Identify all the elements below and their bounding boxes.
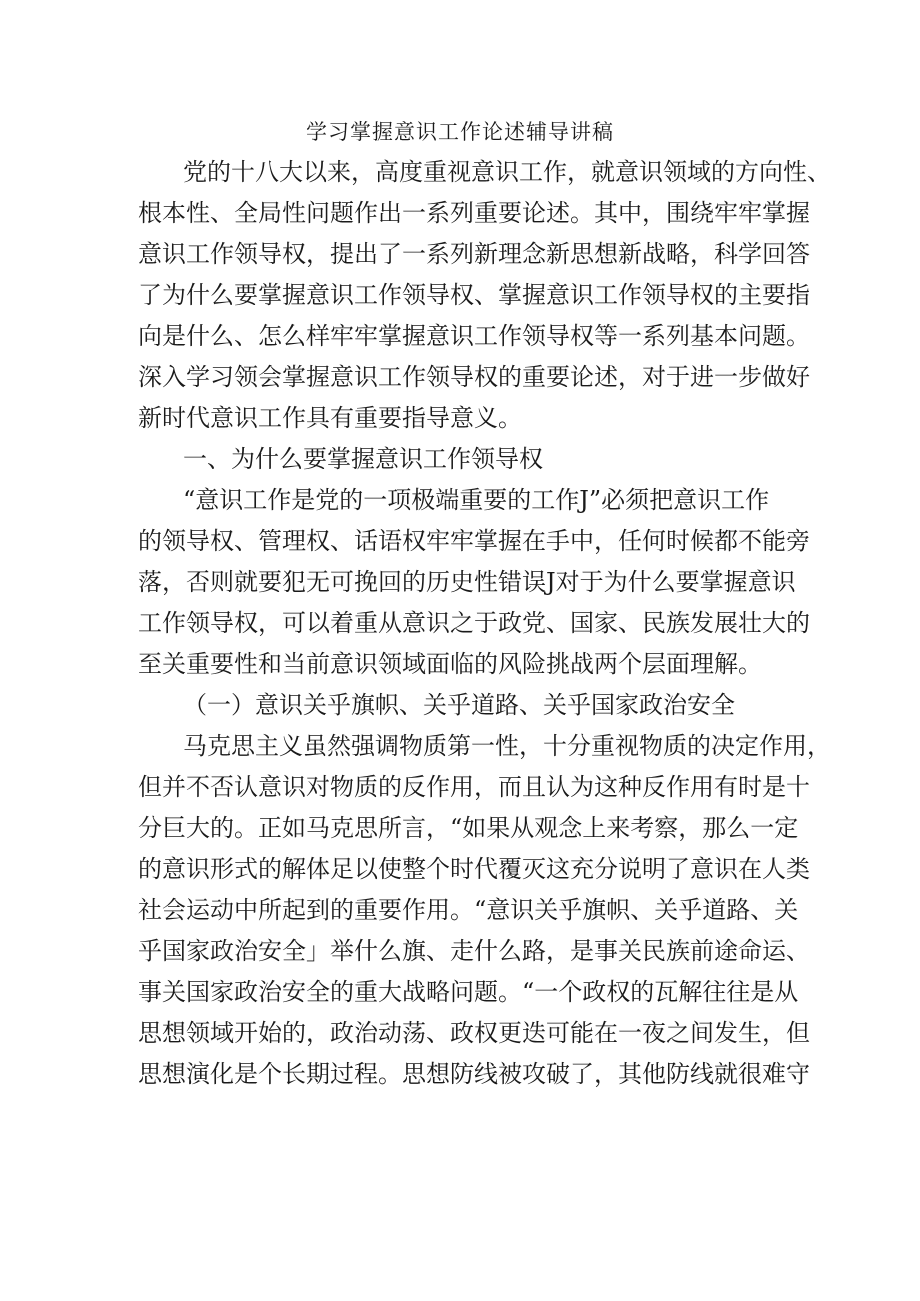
- subsection-heading: （一）意识关乎旗帜、关乎道路、关乎国家政治安全: [183, 691, 735, 719]
- body-line: 的领导权、管理权、话语权牢牢掌握在手中，任何时候都不能旁: [138, 527, 810, 555]
- body-line: 了为什么要掌握意识工作领导权、掌握意识工作领导权的主要指: [138, 281, 810, 309]
- body-line: “意识工作是党的一项极端重要的工作J”必须把意识工作: [183, 486, 770, 514]
- body-line: 落，否则就要犯无可挽回的历史性错误J对于为什么要掌握意识: [138, 568, 796, 596]
- body-line: 根本性、全局性问题作出一系列重要论述。其中，围绕牢牢掌握: [138, 199, 810, 227]
- body-line: 至关重要性和当前意识领域面临的风险挑战两个层面理解。: [138, 650, 762, 678]
- body-line: 的意识形式的解体足以使整个时代覆灭这充分说明了意识在人类: [138, 855, 810, 883]
- body-line: 新时代意识工作具有重要指导意义。: [138, 404, 522, 432]
- body-line: 但并不否认意识对物质的反作用，而且认为这种反作用有时是十: [138, 773, 810, 801]
- body-line: 思想演化是个长期过程。思想防线被攻破了，其他防线就很难守: [138, 1060, 810, 1088]
- body-line: 向是什么、怎么样牢牢掌握意识工作领导权等一系列基本问题。: [138, 322, 810, 350]
- body-line: 分巨大的。正如马克思所言，“如果从观念上来考察，那么一定: [138, 814, 799, 842]
- body-line: 马克思主义虽然强调物质第一性，十分重视物质的决定作用，: [183, 732, 831, 760]
- body-line: 工作领导权，可以着重从意识之于政党、国家、民族发展壮大的: [138, 609, 810, 637]
- document-title: 学习掌握意识工作论述辅导讲稿: [306, 120, 614, 144]
- body-line: 深入学习领会掌握意识工作领导权的重要论述，对于进一步做好: [138, 363, 810, 391]
- body-line: 社会运动中所起到的重要作用。“意识关乎旗帜、关乎道路、关: [138, 896, 799, 924]
- body-line: 事关国家政治安全的重大战略问题。“一个政权的瓦解往往是从: [138, 978, 799, 1006]
- body-line: 乎国家政治安全」举什么旗、走什么路，是事关民族前途命运、: [138, 937, 810, 965]
- body-line: 思想领域开始的，政治动荡、政权更迭可能在一夜之间发生，但: [138, 1019, 810, 1047]
- body-line: 意识工作领导权，提出了一系列新理念新思想新战略，科学回答: [138, 240, 810, 268]
- section-heading: 一、为什么要掌握意识工作领导权: [183, 445, 543, 473]
- body-line: 党的十八大以来，高度重视意识工作，就意识领域的方向性、: [183, 158, 831, 186]
